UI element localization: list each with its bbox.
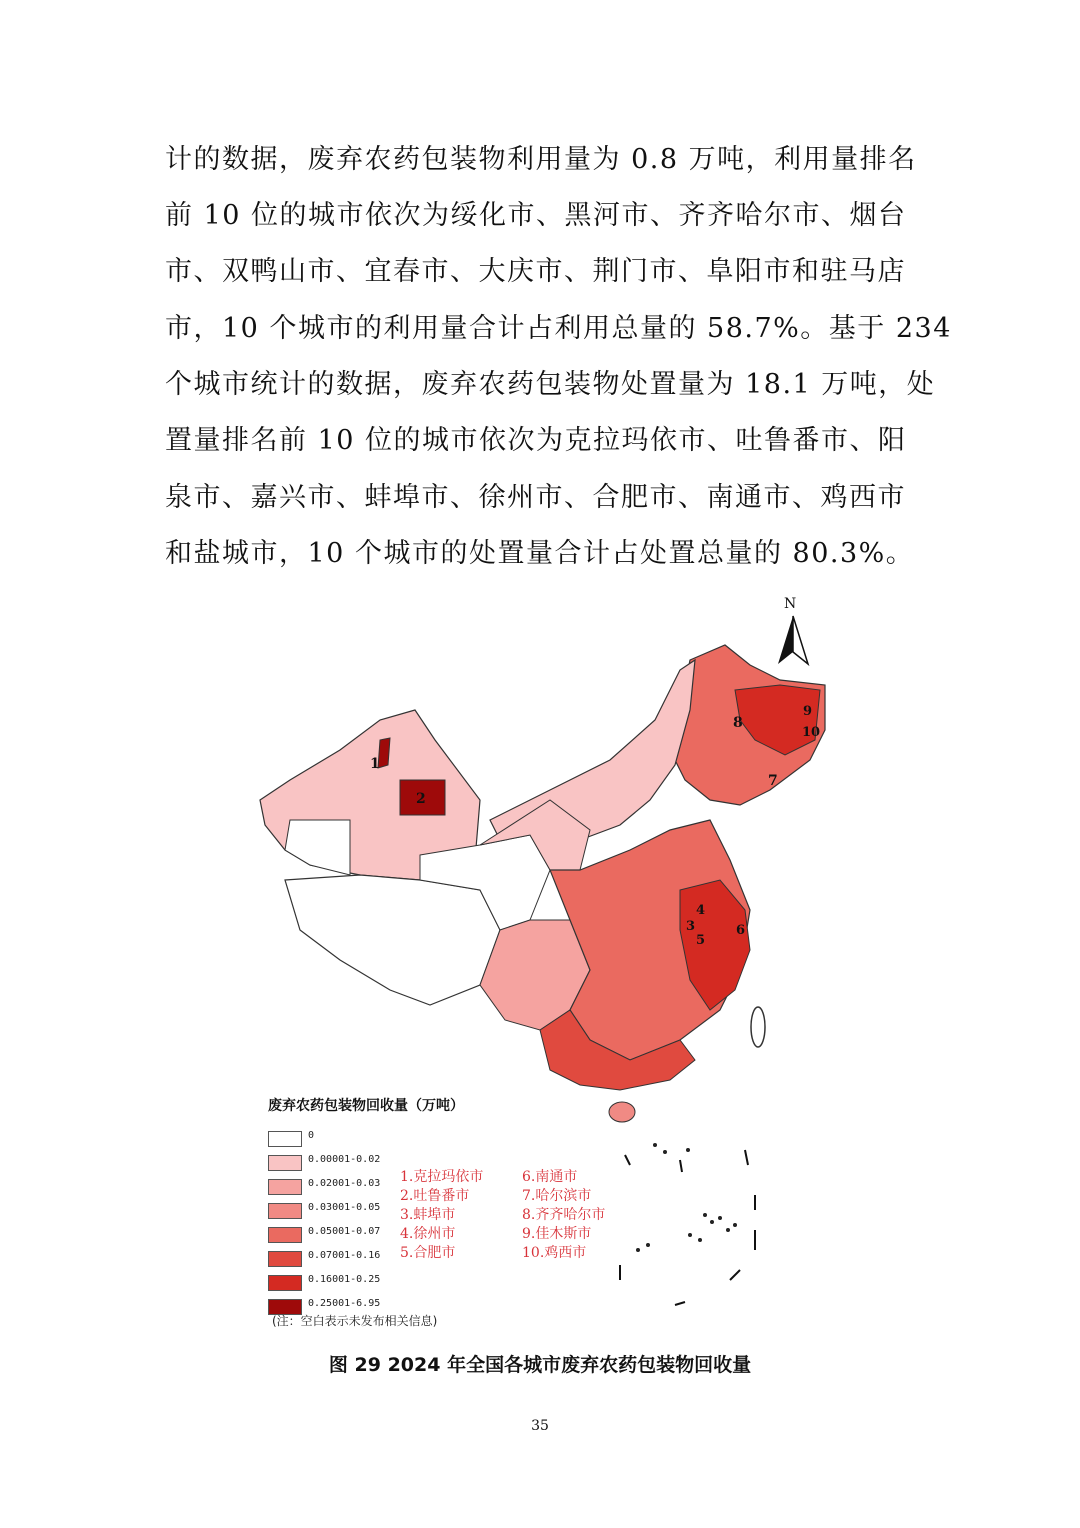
map-note: (注：空白表示未发布相关信息) <box>272 1314 438 1328</box>
city-key-item: 5.合肥市 <box>400 1245 456 1261</box>
legend-label: 0.00001-0.02 <box>308 1154 381 1165</box>
legend-title: 废弃农药包装物回收量（万吨） <box>268 1098 464 1114</box>
map-marker: 2 <box>416 791 426 807</box>
body-line: 市、双鸭山市、宜春市、大庆市、荆门市、阜阳市和驻马店 <box>165 256 906 287</box>
map-marker: 4 <box>696 903 706 918</box>
legend-label: 0.07001-0.16 <box>308 1250 381 1261</box>
legend-swatch <box>268 1131 302 1147</box>
city-key-item: 6.南通市 <box>522 1169 578 1185</box>
city-key-item: 2.吐鲁番市 <box>400 1188 470 1204</box>
city-key <box>400 1166 640 1266</box>
map-region-taiwan <box>751 1007 765 1047</box>
map-marker: 5 <box>696 933 706 948</box>
city-key-item: 4.徐州市 <box>400 1226 456 1242</box>
legend-swatch <box>268 1275 302 1291</box>
legend-swatch <box>268 1251 302 1267</box>
legend-swatch <box>268 1203 302 1219</box>
city-key-item: 3.蚌埠市 <box>400 1207 456 1223</box>
map-marker: 6 <box>736 923 746 938</box>
legend-swatch <box>268 1155 302 1171</box>
map-marker: 7 <box>768 773 778 789</box>
legend-swatch <box>268 1179 302 1195</box>
city-key-item: 7.哈尔滨市 <box>522 1188 592 1204</box>
body-line: 市，10 个城市的利用量合计占利用总量的 58.7%。基于 234 <box>165 313 952 344</box>
page-number: 35 <box>531 1418 549 1434</box>
body-line: 泉市、嘉兴市、蚌埠市、徐州市、合肥市、南通市、鸡西市 <box>165 482 906 513</box>
body-line: 前 10 位的城市依次为绥化市、黑河市、齐齐哈尔市、烟台 <box>165 200 907 231</box>
map-region-tibet <box>285 875 500 1005</box>
city-key-item: 1.克拉玛依市 <box>400 1169 484 1185</box>
map-marker: 3 <box>686 919 696 934</box>
north-label: N <box>784 596 797 612</box>
city-key-item: 10.鸡西市 <box>522 1245 587 1261</box>
map-marker: 1 <box>370 756 380 772</box>
body-line: 和盐城市，10 个城市的处置量合计占处置总量的 80.3%。 <box>165 538 915 569</box>
legend-label: 0.02001-0.03 <box>308 1178 381 1189</box>
body-line: 个城市统计的数据，废弃农药包装物处置量为 18.1 万吨，处 <box>165 369 936 400</box>
legend-label: 0.16001-0.25 <box>308 1274 381 1285</box>
map-region-hainan <box>609 1102 635 1122</box>
map-region-karamay <box>378 738 390 768</box>
map-south-sea-islands <box>636 1143 737 1252</box>
legend-swatch <box>268 1227 302 1243</box>
map-marker: 8 <box>733 715 743 731</box>
city-key-item: 9.佳木斯市 <box>522 1226 592 1242</box>
legend-label: 0.25001-6.95 <box>308 1298 381 1309</box>
map-region-xinjiang-south <box>285 820 350 875</box>
body-line: 置量排名前 10 位的城市依次为克拉玛依市、吐鲁番市、阳 <box>165 425 907 456</box>
city-key-item: 8.齐齐哈尔市 <box>522 1207 606 1223</box>
map-nine-dash-line <box>620 1150 755 1305</box>
map-marker: 9 <box>803 704 813 719</box>
map-marker: 10 <box>802 725 821 740</box>
north-arrow-icon <box>776 596 810 668</box>
legend-label: 0.05001-0.07 <box>308 1226 381 1237</box>
legend-label: 0.03001-0.05 <box>308 1202 381 1213</box>
legend-label: 0 <box>308 1130 315 1141</box>
figure-caption: 图 29 2024 年全国各城市废弃农药包装物回收量 <box>328 1354 752 1376</box>
body-line: 计的数据，废弃农药包装物利用量为 0.8 万吨，利用量排名 <box>165 144 917 175</box>
